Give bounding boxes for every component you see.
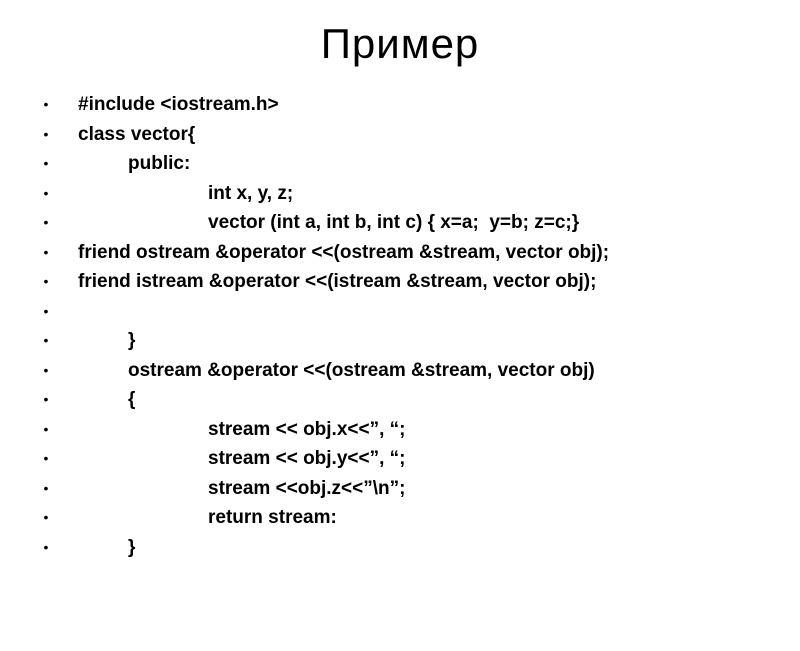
bullet-dot-icon: • bbox=[43, 332, 49, 348]
bullet-line bbox=[40, 474, 780, 504]
bullet-dot-icon: • bbox=[43, 391, 49, 407]
bullet-dot-icon: • bbox=[43, 479, 49, 496]
code-line-text: stream << obj.x<<”, “; bbox=[208, 418, 406, 440]
slide-title: Пример bbox=[320, 20, 480, 67]
code-line-text: class vector{ bbox=[78, 123, 196, 145]
bullet-line bbox=[40, 238, 780, 268]
code-line-text: stream << obj.y<<”, “; bbox=[208, 448, 406, 469]
bullet-line bbox=[40, 444, 780, 474]
bullet-dot-icon: • bbox=[43, 420, 49, 437]
code-line-text: friend istream &operator <<(istream &stream, vector obj); bbox=[78, 271, 597, 292]
bullet-dot-icon: • bbox=[43, 538, 49, 555]
code-line-text: ostream &operator <<(ostream &stream, vector obj) bbox=[128, 359, 595, 381]
bullet-dot-icon: • bbox=[43, 302, 49, 319]
code-line-text: return stream: bbox=[208, 507, 337, 528]
code-line-text: public: bbox=[128, 153, 191, 174]
bullet-line bbox=[40, 385, 780, 415]
bullet-line bbox=[40, 297, 780, 327]
bullet-dot-icon: • bbox=[43, 96, 49, 112]
code-line-text: stream <<obj.z<<”\n”; bbox=[208, 477, 406, 499]
bullet-line bbox=[40, 356, 780, 386]
bullet-dot-icon: • bbox=[43, 361, 49, 378]
bullet-dot-icon: • bbox=[43, 450, 49, 466]
bullet-line bbox=[40, 120, 780, 150]
code-line-text: vector (int a, int b, int c) { x=a; y=b; z=c;} bbox=[208, 212, 580, 233]
bullet-dot-icon: • bbox=[43, 509, 49, 525]
bullet-line bbox=[40, 326, 780, 356]
bullet-dot-icon: • bbox=[43, 155, 49, 171]
code-line-text: } bbox=[128, 330, 136, 351]
code-line-text: #include <iostream.h> bbox=[78, 94, 279, 115]
code-line-text: } bbox=[128, 536, 136, 558]
bullet-dot-icon: • bbox=[43, 273, 49, 289]
bullet-line bbox=[40, 149, 780, 179]
bullet-line bbox=[40, 179, 780, 209]
bullet-line bbox=[40, 267, 780, 297]
code-bullet-list bbox=[40, 90, 780, 562]
bullet-dot-icon: • bbox=[43, 243, 49, 260]
code-line-text: friend ostream &operator <<(ostream &stream, vector obj); bbox=[78, 241, 610, 263]
bullet-line bbox=[40, 90, 780, 120]
bullet-line bbox=[40, 533, 780, 563]
bullet-dot-icon: • bbox=[43, 214, 49, 230]
bullet-dot-icon: • bbox=[43, 184, 49, 201]
bullet-line bbox=[40, 208, 780, 238]
code-line-text: int x, y, z; bbox=[208, 182, 294, 204]
bullet-line bbox=[40, 503, 780, 533]
code-line-text: { bbox=[128, 389, 136, 410]
bullet-dot-icon: • bbox=[43, 125, 49, 142]
bullet-line bbox=[40, 415, 780, 445]
